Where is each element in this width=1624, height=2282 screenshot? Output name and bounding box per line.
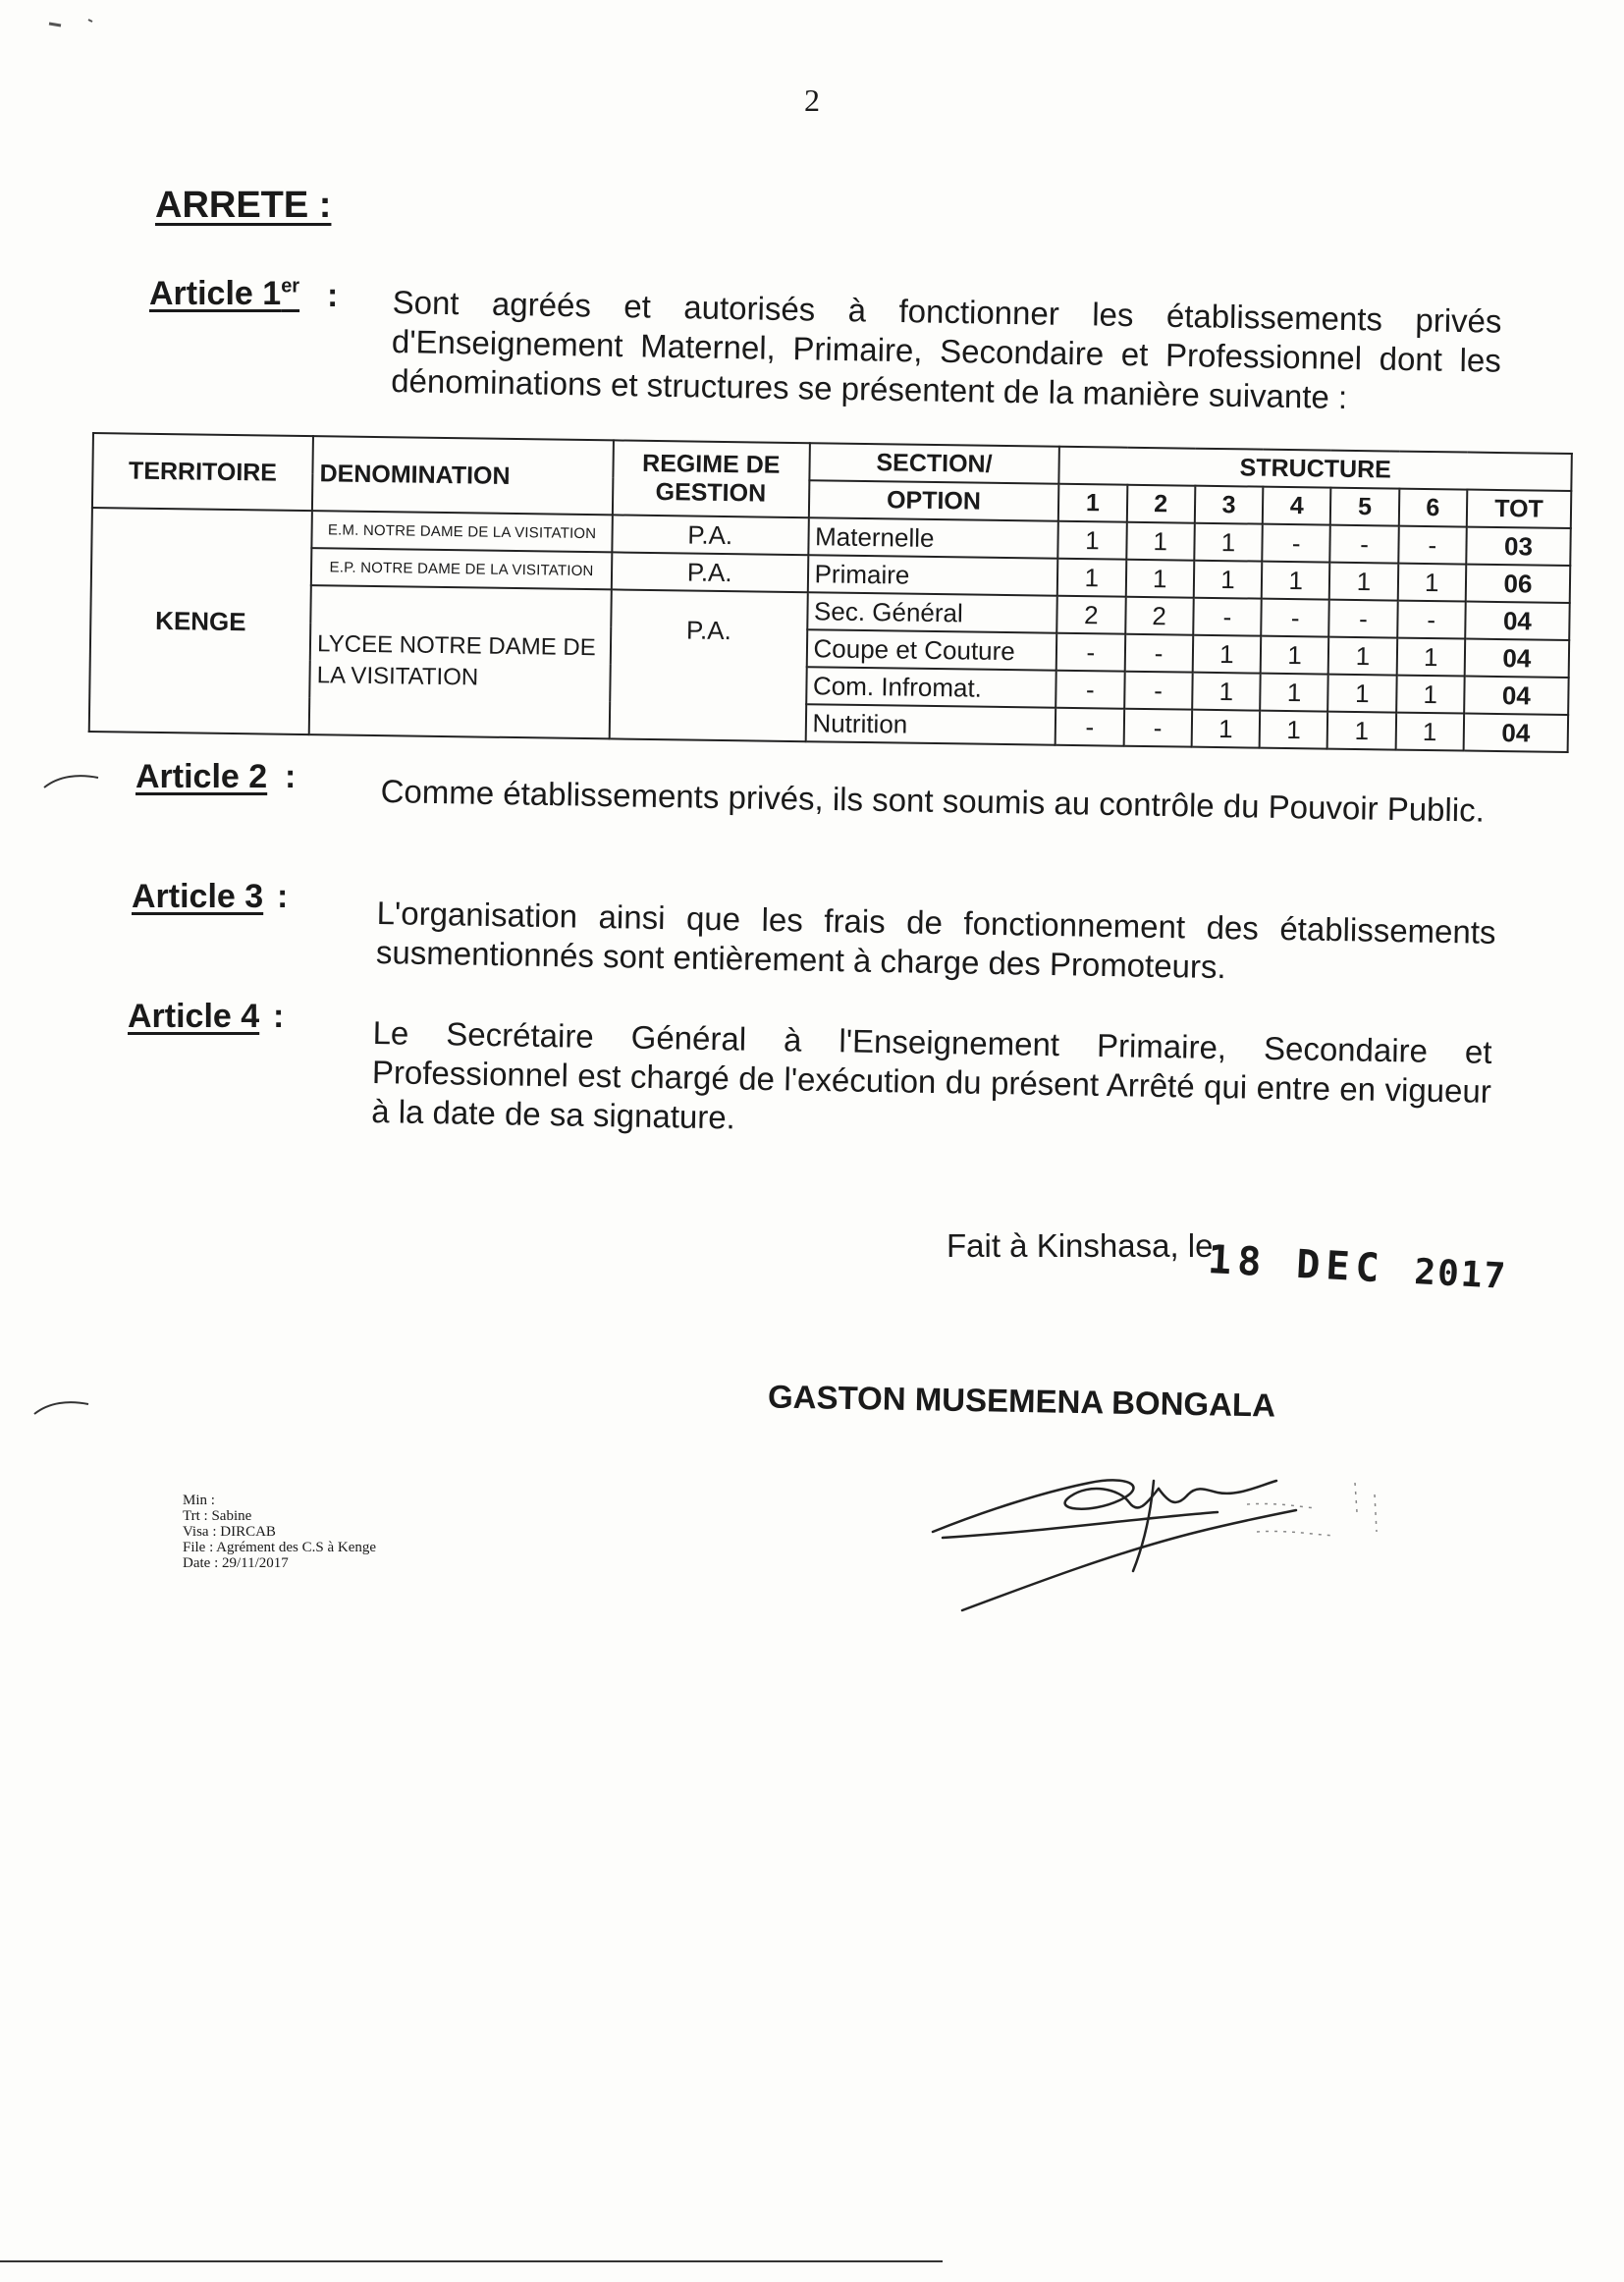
ref-file: File : Agrément des C.S à Kenge: [183, 1540, 377, 1555]
value-cell: 1: [1125, 560, 1194, 598]
section-cell: Primaire: [807, 555, 1057, 596]
value-cell: 1: [1261, 636, 1329, 675]
scan-mark: [39, 766, 108, 795]
value-cell: -: [1261, 599, 1329, 637]
scan-mark: [39, 10, 108, 39]
value-cell: 1: [1329, 563, 1398, 601]
value-cell: 1: [1260, 674, 1328, 712]
col-level-3: 3: [1195, 486, 1264, 524]
school-name: E.P. NOTRE DAME DE LA VISITATION: [311, 548, 612, 589]
ref-trt: Trt : Sabine: [183, 1508, 252, 1524]
total-cell: 03: [1466, 527, 1571, 566]
ref-date: Date : 29/11/2017: [183, 1555, 289, 1571]
school-name: E.M. NOTRE DAME DE LA VISITATION: [312, 511, 613, 552]
value-cell: 1: [1328, 637, 1397, 676]
total-cell: 04: [1465, 602, 1570, 640]
value-cell: -: [1124, 634, 1193, 673]
territoire-cell: KENGE: [89, 508, 312, 734]
value-cell: -: [1397, 601, 1466, 639]
scan-mark: [29, 1392, 98, 1422]
col-level-4: 4: [1263, 487, 1331, 525]
place-line: Fait à Kinshasa, le: [947, 1227, 1214, 1264]
value-cell: -: [1193, 598, 1262, 636]
col-denomination: DENOMINATION: [312, 436, 614, 515]
value-cell: -: [1262, 524, 1330, 563]
school-regime: P.A.: [610, 589, 808, 741]
value-cell: 1: [1327, 712, 1396, 750]
col-level-1: 1: [1058, 484, 1127, 522]
value-cell: -: [1056, 633, 1125, 672]
article-2-label: Article 2: [135, 758, 268, 795]
school-regime: P.A.: [612, 552, 808, 592]
section-cell: Coupe et Couture: [806, 629, 1056, 671]
schools-structure-table: [88, 432, 1573, 753]
article-4-text: Le Secrétaire Général à l'Enseignement Primaire, Secondaire et Professionnel est chargé de l'exécution du présent Arrêté qui entre en vigueur à la date de sa signature.: [370, 1013, 1492, 1136]
col-section: SECTION/: [809, 443, 1059, 484]
value-cell: -: [1123, 709, 1192, 747]
article-2-text: Comme établissements privés, ils sont soumis au contrôle du Pouvoir Public.: [380, 772, 1486, 829]
value-cell: 1: [1192, 673, 1261, 711]
col-structure: STRUCTURE: [1059, 447, 1572, 491]
value-cell: 1: [1328, 675, 1397, 713]
value-cell: 1: [1395, 713, 1464, 751]
article-1-colon: :: [327, 277, 339, 314]
bottom-rule: [0, 2260, 943, 2262]
total-cell: 04: [1464, 714, 1569, 752]
value-cell: 1: [1194, 561, 1263, 599]
ref-min: Min :: [183, 1493, 215, 1508]
value-cell: 1: [1194, 523, 1263, 562]
section-cell: Com. Infromat.: [806, 667, 1056, 708]
value-cell: 1: [1192, 635, 1261, 674]
value-cell: 1: [1057, 559, 1126, 597]
value-cell: -: [1124, 672, 1193, 710]
col-regime: REGIME DE GESTION: [613, 440, 810, 517]
article-3-label: Article 3: [132, 878, 264, 915]
school-name: LYCEE NOTRE DAME DE LA VISITATION: [309, 585, 612, 738]
value-cell: -: [1330, 525, 1399, 564]
col-level-5: 5: [1330, 488, 1399, 526]
col-total: TOT: [1467, 490, 1572, 528]
value-cell: -: [1329, 600, 1398, 638]
page-number: 2: [804, 82, 820, 118]
value-cell: 1: [1058, 521, 1127, 560]
article-4-colon: :: [273, 998, 285, 1035]
handwritten-signature: [923, 1443, 1414, 1640]
section-cell: Maternelle: [808, 517, 1058, 559]
value-cell: -: [1056, 671, 1124, 709]
article-2-colon: :: [285, 758, 297, 795]
value-cell: 1: [1191, 710, 1260, 748]
value-cell: 1: [1396, 638, 1465, 677]
article-3-colon: :: [277, 878, 289, 915]
total-cell: 04: [1465, 639, 1570, 678]
value-cell: 1: [1260, 711, 1328, 749]
col-level-6: 6: [1398, 489, 1467, 527]
article-1-label: Article 1er: [149, 275, 300, 312]
date-stamp: 18 DEC 2017: [1207, 1237, 1509, 1297]
total-cell: 06: [1466, 565, 1571, 603]
value-cell: 1: [1397, 564, 1466, 602]
value-cell: 1: [1262, 562, 1330, 600]
total-cell: 04: [1464, 677, 1569, 715]
value-cell: -: [1398, 526, 1467, 565]
article-3-text: L'organisation ainsi que les frais de fonctionnement des établissements susmentionnés sont entièrement à charge des Promoteurs.: [375, 894, 1496, 986]
section-cell: Nutrition: [805, 704, 1056, 745]
article-1-text: Sont agréés et autorisés à fonctionner les établissements privés d'Enseignement Maternel, Primaire, Secondaire et Professionnel dont les dénominations et structures se présentent de la manière suivante :: [390, 283, 1502, 415]
decree-heading: ARRETE :: [155, 185, 332, 226]
col-option: OPTION: [808, 480, 1058, 521]
signatory-name: GASTON MUSEMENA BONGALA: [767, 1378, 1276, 1424]
section-cell: Sec. Général: [807, 592, 1057, 633]
reference-block: [183, 1493, 376, 1571]
col-territoire: TERRITOIRE: [92, 433, 313, 511]
value-cell: -: [1056, 708, 1124, 746]
article-4-label: Article 4: [128, 998, 260, 1035]
ref-visa: Visa : DIRCAB: [183, 1524, 276, 1540]
school-regime: P.A.: [612, 515, 808, 555]
value-cell: 2: [1125, 597, 1194, 635]
col-level-2: 2: [1126, 485, 1195, 523]
value-cell: 1: [1396, 676, 1465, 714]
value-cell: 2: [1056, 596, 1125, 634]
value-cell: 1: [1126, 522, 1195, 561]
